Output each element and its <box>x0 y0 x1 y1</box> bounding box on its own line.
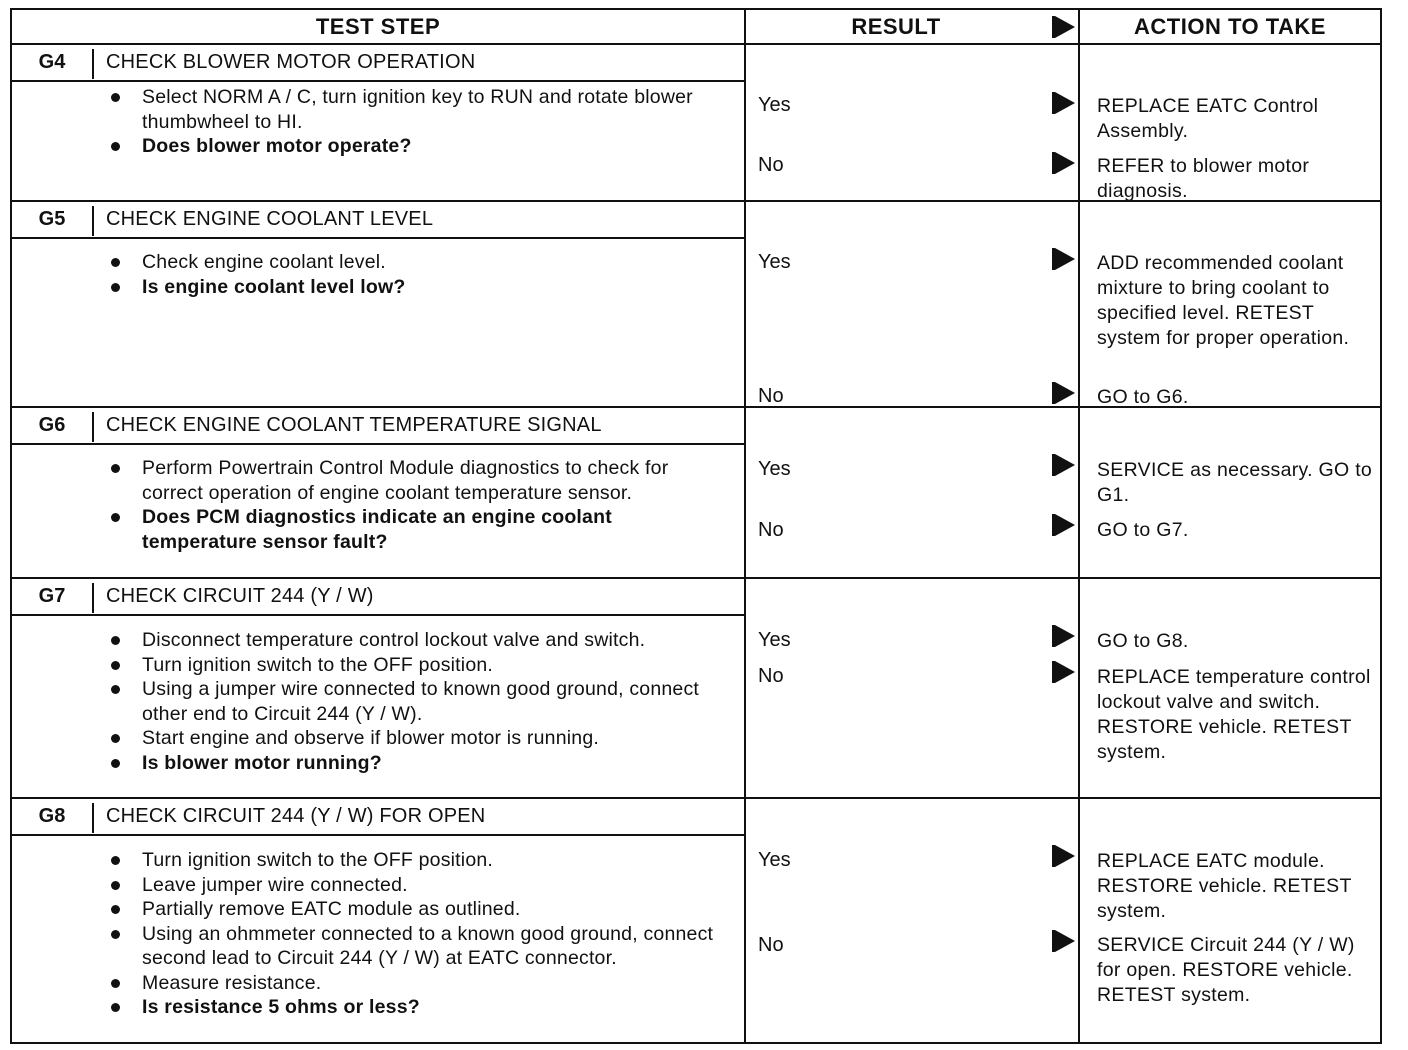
result-yes: Yes <box>758 849 791 871</box>
header-result: RESULT <box>851 14 941 39</box>
title-rule <box>12 834 744 836</box>
step-bullets <box>106 628 726 775</box>
action-text: ADD recommended coolant mixture to bring coolant to specified level. RETEST system for proper operation. <box>1097 252 1350 349</box>
column-divider <box>1078 579 1080 797</box>
arrow-icon <box>1055 661 1075 683</box>
result-yes: Yes <box>758 94 791 116</box>
title-rule <box>12 80 744 82</box>
arrow-icon <box>1055 92 1075 114</box>
bullet-question: Is engine coolant level low? <box>106 275 726 300</box>
column-divider <box>744 408 746 577</box>
header-test-step: TEST STEP <box>315 14 441 39</box>
bullet-item: Turn ignition switch to the OFF position. <box>106 653 726 678</box>
action-text: GO to G7. <box>1097 519 1189 541</box>
id-separator <box>92 583 94 613</box>
step-section-g7 <box>10 579 1382 799</box>
step-title: CHECK CIRCUIT 244 (Y / W) FOR OPEN <box>106 805 486 827</box>
result-yes: Yes <box>758 629 791 651</box>
bullet-item: Partially remove EATC module as outlined. <box>106 897 726 922</box>
id-separator <box>92 412 94 442</box>
step-id: G4 <box>38 51 66 73</box>
step-id: G8 <box>38 805 66 827</box>
result-no: No <box>758 154 784 176</box>
bullet-item: Perform Powertrain Control Module diagnostics to check for correct operation of engine coolant temperature sensor. <box>106 456 726 505</box>
action-text: SERVICE Circuit 244 (Y / W) for open. RESTORE vehicle. RETEST system. <box>1097 934 1355 1006</box>
arrow-icon <box>1055 382 1075 404</box>
action-text: SERVICE as necessary. GO to G1. <box>1097 459 1373 506</box>
step-title: CHECK CIRCUIT 244 (Y / W) <box>106 585 374 607</box>
column-divider <box>744 45 746 200</box>
arrow-icon <box>1055 514 1075 536</box>
header-arrow-icon <box>1055 16 1075 38</box>
step-title: CHECK ENGINE COOLANT LEVEL <box>106 208 434 230</box>
action-text: REFER to blower motor diagnosis. <box>1097 155 1310 202</box>
arrow-icon <box>1055 930 1075 952</box>
column-divider <box>1078 202 1080 406</box>
step-section-g5 <box>10 202 1382 408</box>
result-no: No <box>758 519 784 541</box>
step-bullets <box>106 250 726 299</box>
step-section-g4 <box>10 45 1382 202</box>
result-yes: Yes <box>758 251 791 273</box>
column-divider <box>1078 799 1080 1042</box>
bullet-item: Check engine coolant level. <box>106 250 726 275</box>
bullet-item: Turn ignition switch to the OFF position. <box>106 848 726 873</box>
step-title: CHECK BLOWER MOTOR OPERATION <box>106 51 476 73</box>
step-bullets <box>106 848 726 1020</box>
title-rule <box>12 237 744 239</box>
step-bullets <box>106 456 726 554</box>
arrow-icon <box>1055 625 1075 647</box>
result-no: No <box>758 934 784 956</box>
arrow-icon <box>1055 248 1075 270</box>
bullet-item: Using a jumper wire connected to known good ground, connect other end to Circuit 244 (Y / W). <box>106 677 726 726</box>
action-text: GO to G6. <box>1097 386 1189 408</box>
step-section-g8 <box>10 799 1382 1044</box>
title-rule <box>12 614 744 616</box>
bullet-question: Is resistance 5 ohms or less? <box>106 995 726 1020</box>
arrow-icon <box>1055 845 1075 867</box>
step-id: G7 <box>38 585 66 607</box>
column-divider <box>1078 45 1080 200</box>
bullet-item: Using an ohmmeter connected to a known good ground, connect second lead to Circuit 244 (Y / W) at EATC connector. <box>106 922 726 971</box>
bullet-item: Leave jumper wire connected. <box>106 873 726 898</box>
step-section-g6 <box>10 408 1382 579</box>
column-divider <box>744 799 746 1042</box>
step-id: G6 <box>38 414 66 436</box>
result-no: No <box>758 385 784 407</box>
bullet-item: Disconnect temperature control lockout valve and switch. <box>106 628 726 653</box>
action-text: REPLACE EATC module. RESTORE vehicle. RETEST system. <box>1097 850 1352 922</box>
bullet-item: Select NORM A / C, turn ignition key to RUN and rotate blower thumbwheel to HI. <box>106 85 726 134</box>
id-separator <box>92 803 94 833</box>
diagnostic-table <box>10 8 1382 1044</box>
result-yes: Yes <box>758 458 791 480</box>
result-no: No <box>758 665 784 687</box>
id-separator <box>92 206 94 236</box>
id-separator <box>92 49 94 79</box>
step-title: CHECK ENGINE COOLANT TEMPERATURE SIGNAL <box>106 414 602 436</box>
column-divider <box>744 202 746 406</box>
table-header <box>10 8 1382 45</box>
header-action: ACTION TO TAKE <box>1134 14 1326 39</box>
step-bullets <box>106 85 726 159</box>
title-rule <box>12 443 744 445</box>
action-text: REPLACE temperature control lockout valve and switch. RESTORE vehicle. RETEST system. <box>1097 666 1371 763</box>
column-divider <box>1078 408 1080 577</box>
action-text: REPLACE EATC Control Assembly. <box>1097 95 1319 142</box>
arrow-icon <box>1055 152 1075 174</box>
column-divider <box>744 579 746 797</box>
bullet-question: Does blower motor operate? <box>106 134 726 159</box>
bullet-question: Is blower motor running? <box>106 751 726 776</box>
bullet-item: Measure resistance. <box>106 971 726 996</box>
step-id: G5 <box>38 208 66 230</box>
action-text: GO to G8. <box>1097 630 1189 652</box>
bullet-question: Does PCM diagnostics indicate an engine coolant temperature sensor fault? <box>106 505 726 554</box>
bullet-item: Start engine and observe if blower motor is running. <box>106 726 726 751</box>
arrow-icon <box>1055 454 1075 476</box>
